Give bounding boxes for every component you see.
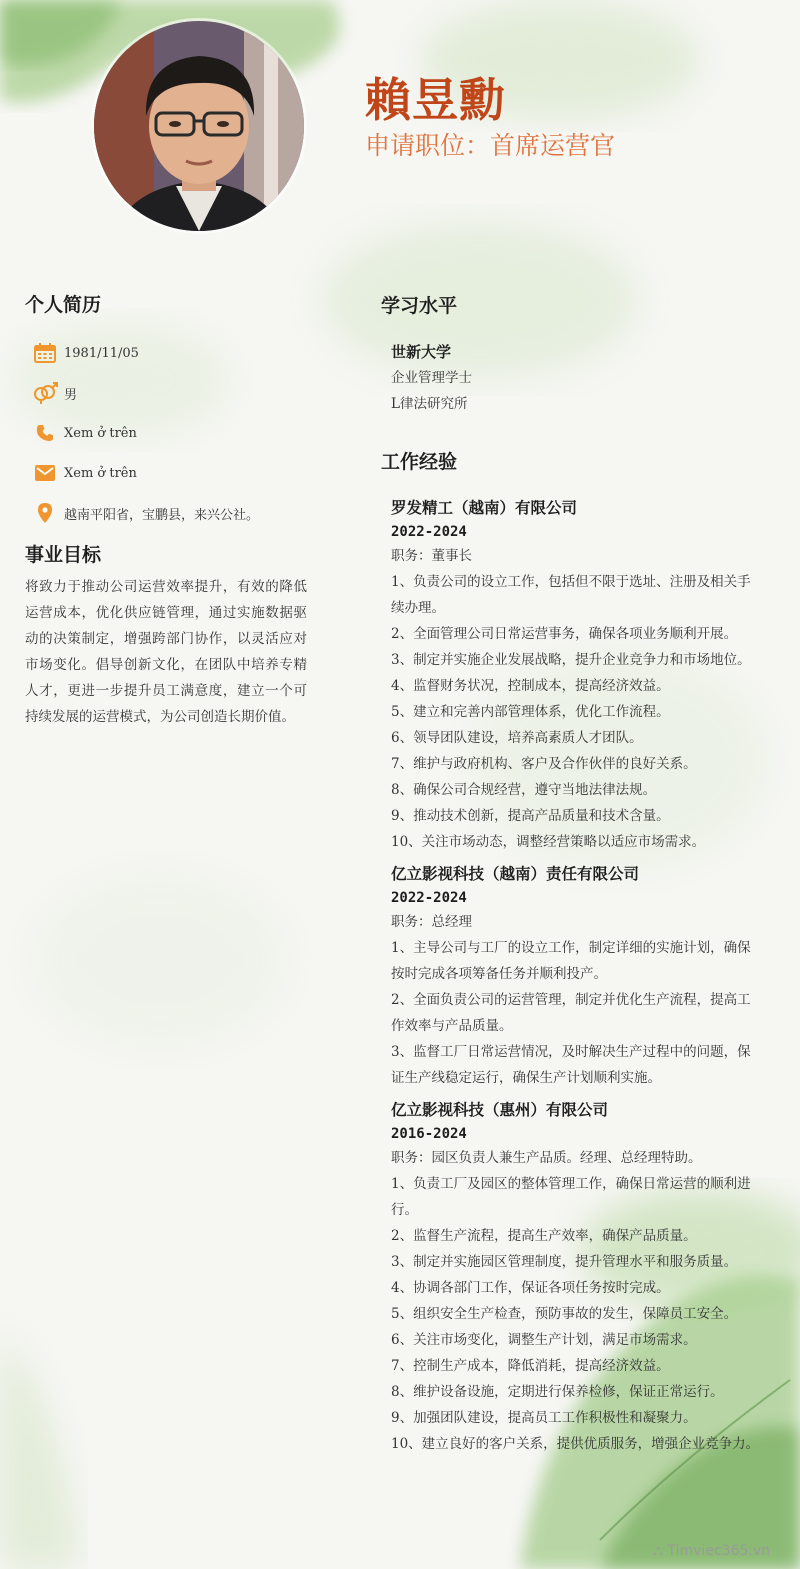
job-entry (391, 1097, 761, 1457)
job-duty: 3、制定并实施企业发展战略，提升企业竞争力和市场地位。 (391, 652, 751, 668)
birthdate-row (30, 340, 139, 366)
job-company: 亿立影视科技（惠州）有限公司 (391, 1101, 609, 1119)
job-duty: 5、建立和完善内部管理体系，优化工作流程。 (391, 704, 670, 720)
gender-icon (30, 381, 60, 405)
job-duty: 2、监督生产流程，提高生产效率，确保产品质量。 (391, 1228, 697, 1244)
job-duty: 2、全面管理公司日常运营事务，确保各项业务顺利开展。 (391, 626, 738, 642)
personal-section-title: 个人简历 (25, 294, 102, 316)
location-icon (30, 501, 60, 525)
watermark (653, 1543, 770, 1559)
education-degree: 企业管理学士 (391, 370, 472, 386)
job-duty: 8、维护设备设施，定期进行保养检修，保证正常运行。 (391, 1384, 724, 1400)
job-duty: 10、建立良好的客户关系，提供优质服务，增强企业竞争力。 (391, 1436, 760, 1452)
avatar (94, 21, 304, 231)
calendar-icon (30, 341, 60, 365)
education-institute: L律法研究所 (391, 396, 468, 412)
job-years: 2016-2024 (391, 1126, 467, 1142)
email-value: Xem ở trên (64, 465, 137, 481)
job-years: 2022-2024 (391, 524, 467, 540)
address-row (30, 500, 259, 526)
gender-value: 男 (64, 387, 78, 403)
job-duty: 1、负责工厂及园区的整体管理工作，确保日常运营的顺利进行。 (391, 1176, 751, 1218)
phone-row (30, 420, 137, 446)
job-role: 职务：园区负责人兼生产品质。经理、总经理特助。 (391, 1150, 702, 1166)
job-duty: 4、监督财务状况，控制成本，提高经济效益。 (391, 678, 670, 694)
job-duty: 4、协调各部门工作，保证各项任务按时完成。 (391, 1280, 670, 1296)
job-company: 亿立影视科技（越南）责任有限公司 (391, 865, 640, 883)
job-entry (391, 861, 761, 1091)
job-duty: 5、组织安全生产检查，预防事故的发生，保障员工安全。 (391, 1306, 738, 1322)
job-company: 罗发精工（越南）有限公司 (391, 499, 578, 517)
portrait-image (94, 21, 304, 231)
job-duty: 10、关注市场动态，调整经营策略以适应市场需求。 (391, 834, 706, 850)
candidate-name: 賴昱勳 (365, 73, 506, 127)
job-duty: 3、监督工厂日常运营情况，及时解决生产过程中的问题，保证生产线稳定运行，确保生产计划顺利实施。 (391, 1044, 751, 1086)
job-duty: 9、推动技术创新，提高产品质量和技术含量。 (391, 808, 670, 824)
applied-position: 申请职位：首席运营官 (365, 131, 616, 160)
objective-section-title: 事业目标 (25, 544, 102, 566)
job-entry (391, 495, 761, 855)
experience-list (391, 495, 761, 1463)
email-row (30, 460, 137, 486)
watermark-text: Timviec365.vn (667, 1543, 770, 1559)
job-duty: 7、维护与政府机构、客户及合作伙伴的良好关系。 (391, 756, 697, 772)
education-block (391, 339, 761, 417)
job-role: 职务：总经理 (391, 914, 472, 930)
watermark-logo-icon: ⛬ (653, 1543, 668, 1559)
job-duty: 2、全面负责公司的运营管理，制定并优化生产流程，提高工作效率与产品质量。 (391, 992, 751, 1034)
job-duty: 8、确保公司合规经营，遵守当地法律法规。 (391, 782, 657, 798)
email-icon (30, 461, 60, 485)
job-duty: 9、加强团队建设，提高员工工作积极性和凝聚力。 (391, 1410, 697, 1426)
job-role: 职务：董事长 (391, 548, 472, 564)
gender-row (30, 380, 77, 406)
job-duty: 6、关注市场变化，调整生产计划，满足市场需求。 (391, 1332, 697, 1348)
objective-text: 将致力于推动公司运营效率提升，有效的降低运营成本，优化供应链管理，通过实施数据驱动的决策制定，增强跨部门协作，以灵活应对市场变化。倡导创新文化，在团队中培养专精人才，更进一步提升员工满意度，建立一个可持续发展的运营模式，为公司创造长期价值。 (25, 579, 307, 725)
phone-value: Xem ở trên (64, 425, 137, 441)
job-years: 2022-2024 (391, 890, 467, 906)
birthdate-value: 1981/11/05 (64, 345, 139, 361)
education-section-title: 学习水平 (381, 295, 458, 317)
job-duty: 1、负责公司的设立工作，包括但不限于选址、注册及相关手续办理。 (391, 574, 751, 616)
job-duty: 6、领导团队建设，培养高素质人才团队。 (391, 730, 643, 746)
job-duty: 7、控制生产成本，降低消耗，提高经济效益。 (391, 1358, 670, 1374)
education-school: 世新大学 (391, 343, 452, 361)
address-value: 越南平阳省，宝鹏县，来兴公社。 (64, 507, 260, 523)
experience-section-title: 工作经验 (381, 451, 458, 473)
phone-icon (30, 421, 60, 445)
job-duty: 3、制定并实施园区管理制度，提升管理水平和服务质量。 (391, 1254, 738, 1270)
job-duty: 1、主导公司与工厂的设立工作，制定详细的实施计划，确保按时完成各项筹备任务并顺利投产。 (391, 940, 751, 982)
